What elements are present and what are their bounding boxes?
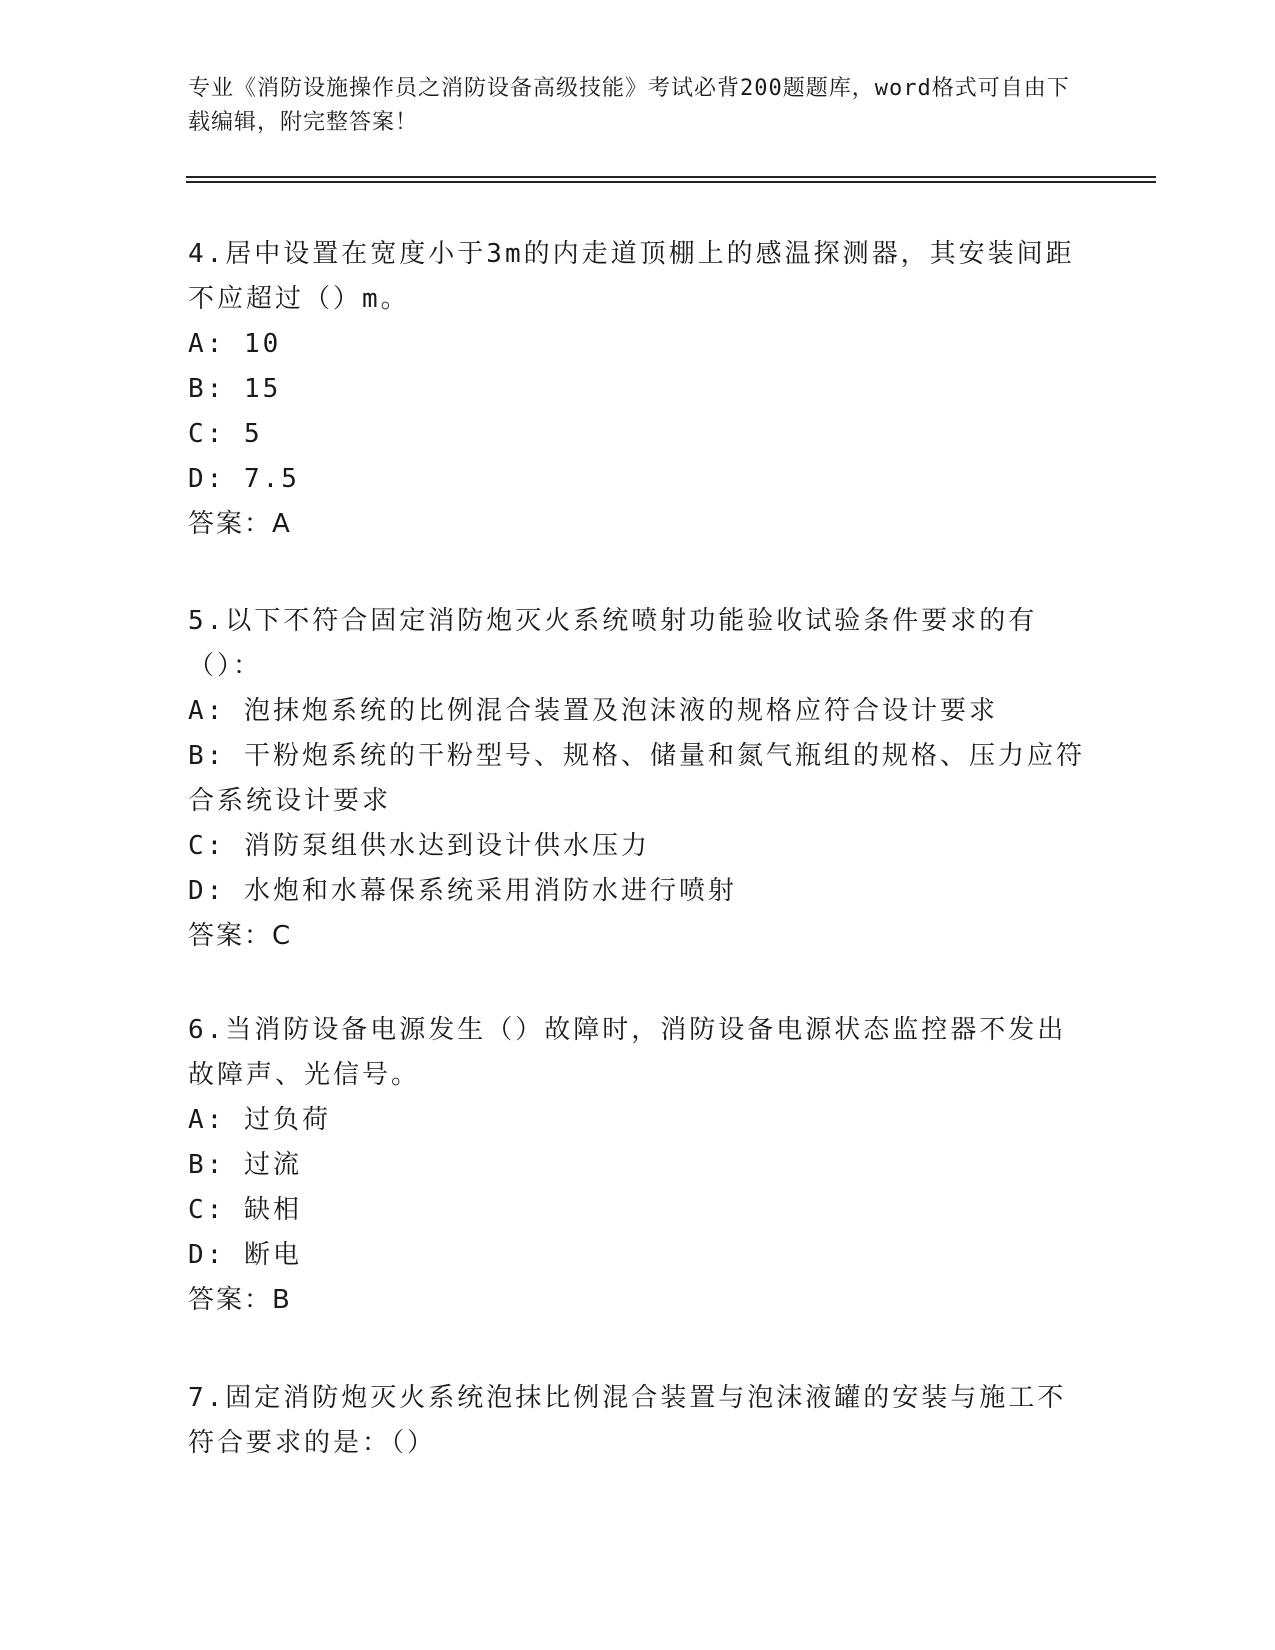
document-header: 专业《消防设施操作员之消防设备高级技能》考试必背200题题库，word格式可自由下载编辑，附完整答案！	[188, 76, 1070, 135]
option-c: C: 5	[188, 419, 263, 449]
question-4	[188, 232, 1088, 547]
option-b: B: 干粉炮系统的干粉型号、规格、储量和氮气瓶组的规格、压力应符合系统设计要求	[188, 741, 1085, 816]
answer: 答案：A	[188, 509, 292, 539]
option-c: C: 消防泵组供水达到设计供水压力	[188, 831, 650, 861]
header-divider-bottom	[186, 181, 1156, 183]
option-a: A: 10	[188, 329, 282, 359]
header-divider-top	[186, 176, 1156, 178]
option-c: C: 缺相	[188, 1195, 302, 1225]
option-d: D: 断电	[188, 1240, 302, 1270]
option-d: D: 7.5	[188, 464, 300, 494]
answer: 答案：C	[188, 921, 293, 951]
option-a: A: 过负荷	[188, 1105, 331, 1135]
question-stem: 5.以下不符合固定消防炮灭火系统喷射功能验收试验条件要求的有（）：	[188, 606, 1038, 681]
answer: 答案：B	[188, 1285, 292, 1315]
option-b: B: 过流	[188, 1150, 302, 1180]
question-6	[188, 1008, 1088, 1323]
option-b: B: 15	[188, 374, 282, 404]
option-a: A: 泡抹炮系统的比例混合装置及泡沫液的规格应符合设计要求	[188, 696, 998, 726]
question-5	[188, 599, 1088, 959]
question-7	[188, 1376, 1088, 1466]
question-stem: 4.居中设置在宽度小于3m的内走道顶棚上的感温探测器，其安装间距不应超过（）m。	[188, 239, 1075, 314]
question-stem: 7.固定消防炮灭火系统泡抹比例混合装置与泡沫液罐的安装与施工不符合要求的是：（）	[188, 1383, 1067, 1458]
question-stem: 6.当消防设备电源发生（）故障时，消防设备电源状态监控器不发出故障声、光信号。	[188, 1015, 1067, 1090]
option-d: D: 水炮和水幕保系统采用消防水进行喷射	[188, 876, 737, 906]
